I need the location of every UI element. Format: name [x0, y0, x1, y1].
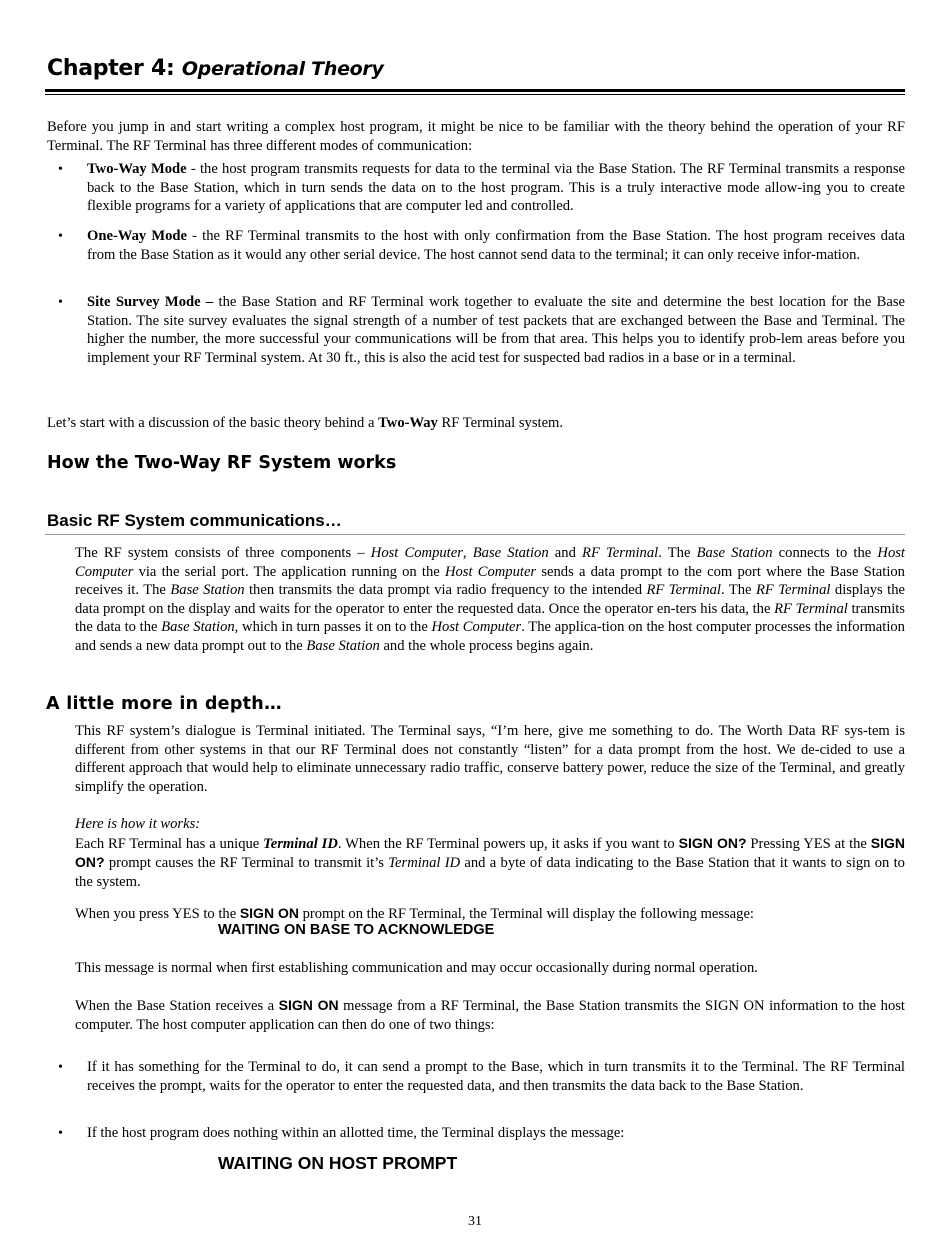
- how-it-works: Here is how it works: Each RF Terminal has a unique Terminal ID. When the RF Terminal powers up, it asks if you want to SIGN ON? Pressing YES at the SIGN ON? prompt causes the RF Terminal to transmit it’s Terminal ID and a byte of data indicating to the Base Station that it wants to sign on to the system.: [75, 816, 906, 890]
- lets-start-bold: Two-Way: [378, 415, 438, 431]
- host-option-2: If the host program does nothing within an allotted time, the Terminal displays the message:: [87, 1125, 625, 1141]
- mode-term: Site Survey Mode –: [87, 294, 214, 310]
- press-yes-paragraph: When you press YES to the SIGN ON prompt on the RF Terminal, the Terminal will display the following message:: [75, 905, 754, 922]
- waiting-host-message: WAITING ON HOST PROMPT: [218, 1153, 458, 1173]
- bullet-marker: •: [58, 1060, 63, 1075]
- lets-start-text-end: RF Terminal system.: [437, 415, 564, 431]
- chapter-label: Chapter 4:: [47, 56, 175, 81]
- intro-paragraph: Before you jump in and start writing a complex host program, it might be nice to be familiar with the theory behind the operation of your RF Terminal. The RF Terminal has three different modes of communication:: [47, 119, 905, 154]
- bullet-marker: •: [58, 229, 63, 244]
- bullet-marker: •: [58, 1126, 63, 1141]
- normal-message-paragraph: This message is normal when first establishing communication and may occur occasionally during normal operation.: [75, 960, 758, 976]
- mode-item-one-way: [87, 227, 905, 264]
- section-heading-depth: A little more in depth…: [46, 694, 282, 714]
- chapter-title: Operational Theory: [181, 58, 384, 80]
- mode-text: the Base Station and RF Terminal work together to evaluate the site and determine the best location for the Base Station. The site survey evaluates the signal strength of a number of test packets that are exchanged between the Base and Terminal. The higher the number, the more successful your communications will be from that area. This helps you to identify prob-lem areas before you implement your RF Terminal system. At 30 ft., this is also the acid test for suspected bad radios in a base or in a terminal.: [87, 294, 905, 366]
- mode-term: Two-Way Mode: [87, 161, 187, 177]
- mode-text: - the host program transmits requests for data to the terminal via the Base Station. The RF Terminal transmits a response back to the Base Station, which in turn sends the data on to the host program. This is a truly interactive mode allow-ing you to create flexible programs for a variety of applications that are computer led and controlled.: [87, 161, 906, 215]
- lets-start-paragraph: [47, 414, 905, 433]
- heading-rule-thick: [45, 89, 905, 92]
- section-rule: [45, 534, 905, 535]
- depth-paragraph: This RF system’s dialogue is Terminal initiated. The Terminal says, “I’m here, give me something to do. The Worth Data RF sys-tem is different from other systems in that our RF Terminal does not constantly “listen” for a data prompt from the host. We de-cided to use a different approach that would help to eliminate unnecessary radio traffic, conserve battery power, reduce the size of the Terminal, and greatly simplify the operation.: [75, 723, 905, 795]
- lets-start-text: Let’s start with a discussion of the basic theory behind a: [47, 415, 379, 431]
- section-heading-two-way: How the Two-Way RF System works: [47, 453, 397, 473]
- chapter-heading: [47, 56, 384, 81]
- waiting-ack-message: WAITING ON BASE TO ACKNOWLEDGE: [218, 922, 495, 938]
- mode-item-site-survey: [87, 293, 905, 367]
- bullet-marker: •: [58, 162, 63, 177]
- section-heading-basic: Basic RF System communications…: [47, 511, 342, 530]
- base-receives-paragraph: When the Base Station receives a SIGN ON message from a RF Terminal, the Base Station transmits the SIGN ON information to the host computer. The host computer application can then do one of two things:: [75, 997, 905, 1033]
- mode-text: - the RF Terminal transmits to the host with only confirmation from the Base Station. The host program receives data from the Base Station as it would any other serial device. The host cannot send data to the terminal; it can only receive infor-mation.: [87, 228, 905, 263]
- host-option-1: If it has something for the Terminal to do, it can send a prompt to the Base, which in turn transmits it to the Terminal. The RF Terminal receives the prompt, waits for the operator to enter the requested data, and then transmits the data back to the Base Station.: [87, 1059, 905, 1094]
- mode-term: One-Way Mode: [87, 228, 188, 244]
- how-label: Here is how it works:: [75, 816, 201, 832]
- bullet-marker: •: [58, 295, 63, 310]
- mode-item-two-way: [87, 160, 905, 216]
- page-number: 31: [468, 1214, 482, 1229]
- basic-paragraph: The RF system consists of three components – Host Computer, Base Station and RF Terminal. The Base Station connects to the Host Computer via the serial port. The application running on the Host Computer sends a data prompt to the com port where the Base Station receives it. The Base Station then transmits the data prompt via radio frequency to the intended RF Terminal. The RF Terminal displays the data prompt on the display and waits for the operator to enter the requested data. Once the operator en-ters his data, the RF Terminal transmits the data to the Base Station, which in turn passes it on to the Host Computer. The applica-tion on the host computer processes the information and sends a new data prompt out to the Base Station and the whole process begins again.: [75, 545, 906, 654]
- heading-rule-thin: [45, 94, 905, 95]
